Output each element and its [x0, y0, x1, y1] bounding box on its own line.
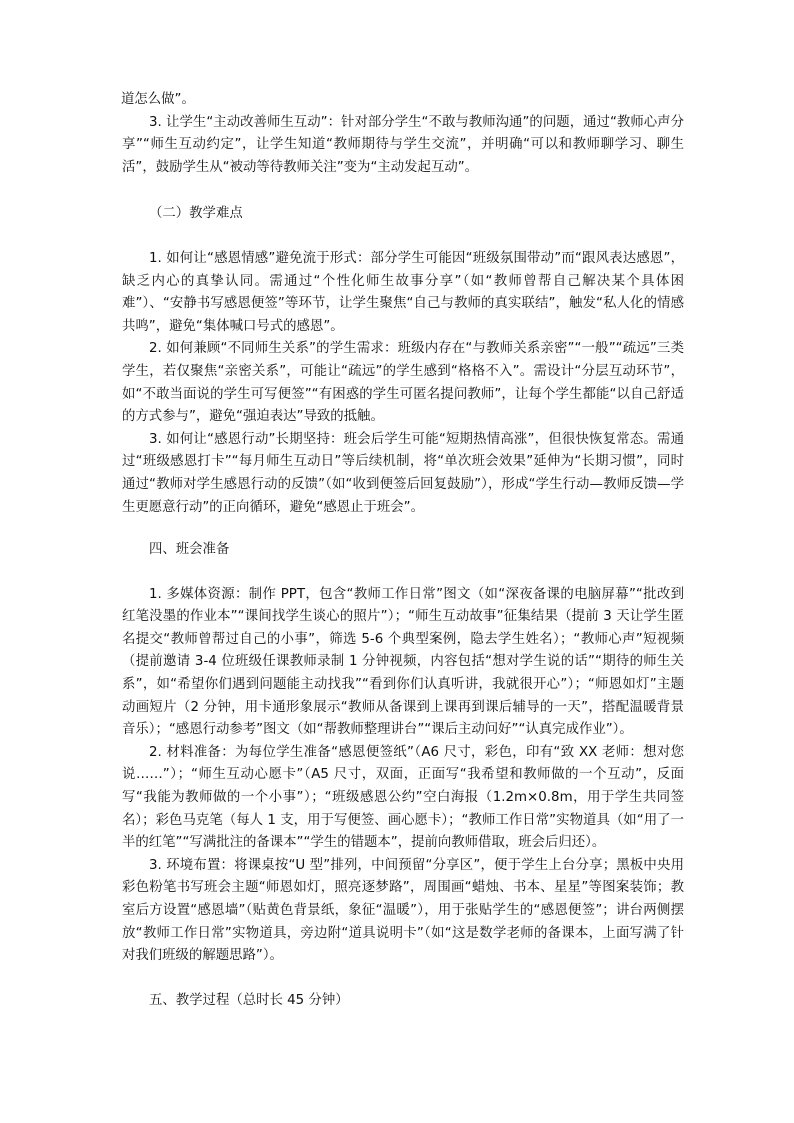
section-heading-process: 五、教学过程（总时长 45 分钟） [149, 992, 349, 1008]
section-heading-preparation: 四、班会准备 [149, 542, 230, 558]
preparation-item-3: 3. 环境布置：将课桌按“U 型”排列，中间预留“分享区”，便于学生上台分享；黑板中央用彩色粉笔书写班会主题“师恩如灯，照亮逐梦路”，周围画“蜡烛、书本、星星”等图案装饰；教室后方设置“感恩墙”（贴黄色背景纸，象征“温暖”），用于张贴学生的“感恩便签”；讲台两侧摆放“教师工作日常”实物道具，旁边附“道具说明卡”（如“这是数学老师的备课本，上面写满了针对我们班级的解题思路”）。 [122, 857, 684, 964]
section-heading-difficulty: （二）教学难点 [149, 206, 243, 222]
preparation-item-1: 1. 多媒体资源：制作 PPT，包含“教师工作日常”图文（如“深夜备课的电脑屏幕”“批改到红笔没墨的作业本”“课间找学生谈心的照片”）；“师生互动故事”征集结果（提前 3 天让学生匿名提交“教师曾帮过自己的小事”，筛选 5-6 个典型案例，隐去学生姓名）；“教师心声”短视频（提前邀请 3-4 位班级任课教师录制 1 分钟视频，内容包括“想对学生说的话”“期待的师生关系”，如“希望你们遇到问题能主动找我”“看到你们认真听讲，我就很开心”）；“师恩如灯”主题动画短片（2 分钟，用卡通形象展示“教师从备课到上课再到课后辅导的一天”，搭配温暖背景音乐）；“感恩行动参考”图文（如“帮教师整理讲台”“课后主动问好”“认真完成作业”）。 [122, 586, 684, 738]
difficulty-item-1: 1. 如何让“感恩情感”避免流于形式：部分学生可能因“班级氛围带动”而“跟风表达感恩”，缺乏内心的真挚认同。需通过“个性化师生故事分享”（如“教师曾帮自己解决某个具体困难”）、“安静书写感恩便签”等环节，让学生聚焦“自己与教师的真实联结”，触发“私人化的情感共鸣”，避免“集体喊口号式的感恩”。 [122, 250, 684, 334]
paragraph-continuation: 道怎么做”。 [121, 92, 195, 107]
preparation-item-2: 2. 材料准备：为每位学生准备“感恩便签纸”（A6 尺寸，彩色，印有“致 XX 老师：想对您说……”）；“师生互动心愿卡”（A5 尺寸，双面，正面写“我希望和教师做的一个互动”，反面写“我能为教师做的一个小事”）；“班级感恩公约”空白海报（1.2m×0.8m，用于学生共同签名）；彩色马克笔（每人 1 支，用于写便签、画心愿卡）；“教师工作日常”实物道具（如“用了一半的红笔”“写满批注的备课本”“学生的错题本”，提前向教师借取，班会后归还）。 [122, 744, 684, 851]
objective-item-3: 3. 让学生“主动改善师生互动”：针对部分学生“不敢与教师沟通”的问题，通过“教师心声分享”“师生互动约定”，让学生知道“教师期待与学生交流”，并明确“可以和教师聊学习、聊生活”，鼓励学生从“被动等待教师关注”变为“主动发起互动”。 [122, 114, 684, 175]
difficulty-item-2: 2. 如何兼顾“不同师生关系”的学生需求：班级内存在“与教师关系亲密”“一般”“疏远”三类学生，若仅聚焦“亲密关系”，可能让“疏远”的学生感到“格格不入”。需设计“分层互动环节”，如“不敢当面说的学生可写便签”“有困惑的学生可匿名提问教师”，让每个学生都能“以自己舒适的方式参与”，避免“强迫表达”导致的抵触。 [122, 341, 684, 425]
difficulty-item-3: 3. 如何让“感恩行动”长期坚持：班会后学生可能“短期热情高涨”，但很快恢复常态。需通过“班级感恩打卡”“每月师生互动日”等后续机制，将“单次班会效果”延伸为“长期习惯”，同时通过“教师对学生感恩行动的反馈”（如“收到便签后回复鼓励”），形成“学生行动—教师反馈—学生更愿意行动”的正向循环，避免“感恩止于班会”。 [122, 431, 684, 515]
